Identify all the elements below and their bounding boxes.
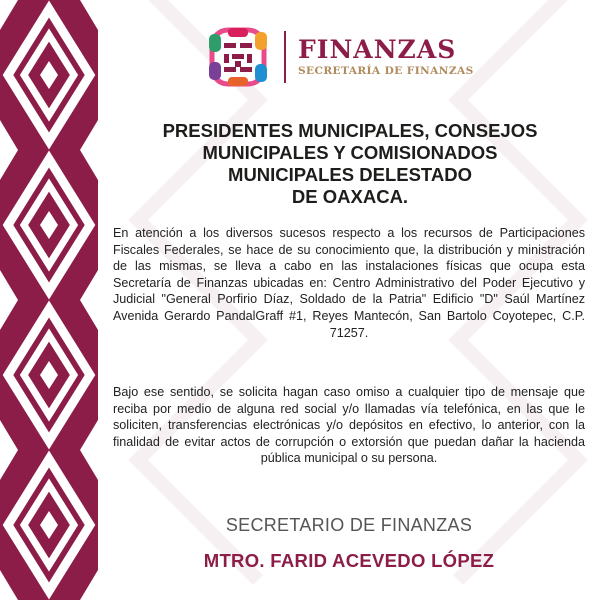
title-line: DE OAXACA. xyxy=(291,186,409,207)
signer-name: MTRO. FARID ACEVEDO LÓPEZ xyxy=(203,550,495,571)
pattern-edge-triangle xyxy=(80,120,98,180)
pattern-edge-triangle xyxy=(80,420,98,480)
decorative-side-pattern xyxy=(0,0,98,600)
pattern-diamond-core xyxy=(40,511,58,539)
signer-role: SECRETARIO DE FINANZAS xyxy=(225,515,473,535)
pattern-edge-triangle xyxy=(0,270,18,330)
brand-subtitle: SECRETARÍA DE FINANZAS xyxy=(298,65,474,77)
pattern-diamond-core xyxy=(40,361,58,389)
pattern-edge-triangle xyxy=(0,570,18,600)
brand-title: FINANZAS xyxy=(298,35,457,64)
pattern-edge-triangle xyxy=(80,0,98,30)
pattern-edge-triangle xyxy=(80,270,98,330)
brand-block xyxy=(298,36,474,78)
header xyxy=(206,26,496,88)
notice-paragraph-2: Bajo ese sentido, se solicita hagan caso omiso a cualquier tipo de mensaje que reciba por medio de alguna red social y/o llamadas vía telefónica, en las que le soliciten, transferencias electrónicas y/o depósitos en efectivo, lo anterior, con la finalidad de evitar actos de corrupción o extorsión que puedan dañar la hacienda pública municipal o su persona. xyxy=(113,385,585,466)
notice-paragraph-1: En atención a los diversos sucesos respecto a los recursos de Participaciones Fiscales Federales, se hace de su conocimiento que, la distribución y ministración de las mismas, se lleva a cabo en las instalaciones físicas que ocupa esta Secretaría de Finanzas ubicadas en: Centro Administrativo del Poder Ejecutivo y Judicial "General Porfirio Díaz, Soldado de la Patria" Edificio "D" Saúl Martínez Avenida Gerardo PandalGraff #1, Reyes Mantecón, San Bartolo Coyotepec, C.P. 71257. xyxy=(113,226,585,340)
pattern-edge-triangle xyxy=(0,0,18,30)
title-line: MUNICIPALES DELESTADO xyxy=(228,164,472,185)
title-line: PRESIDENTES MUNICIPALES, CONSEJOS xyxy=(162,120,538,141)
notice-title xyxy=(118,120,582,208)
oaxaca-logo-icon xyxy=(206,26,270,88)
pattern-edge-triangle xyxy=(80,570,98,600)
pattern-edge-triangle xyxy=(0,120,18,180)
pattern-edge-triangle xyxy=(0,420,18,480)
pattern-diamond-core xyxy=(40,61,58,89)
pattern-diamond-core xyxy=(40,211,58,239)
title-line: MUNICIPALES Y COMISIONADOS xyxy=(202,142,498,163)
header-divider xyxy=(284,31,286,83)
